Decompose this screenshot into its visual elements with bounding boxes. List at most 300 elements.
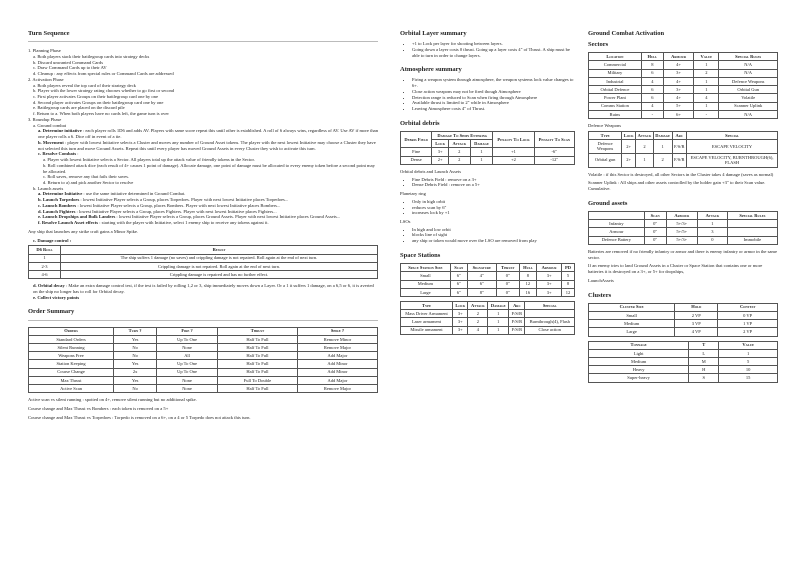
table-header-row [401, 301, 575, 309]
table-header-cell [589, 211, 645, 219]
table-cell: Laser armament [401, 318, 453, 326]
turn-step-text: b. Discard unwanted Command Cards [33, 59, 104, 65]
order-note: Course change and Max Thrust vs Bombers : each token is removed on a 5+ [28, 406, 169, 412]
space-stations-section [400, 252, 575, 335]
volatile-note: Volatile : if this Sector is destroyed, all other Sectors in the Cluster takes 4 damage (saves as normal) [588, 171, 774, 177]
table-cell: Close action [525, 326, 575, 334]
turn-step-label: c. Resolve Combats [38, 151, 77, 157]
table-row [589, 220, 778, 228]
table-cell: L [689, 349, 719, 357]
turn-step-text: b. Player with the lower strategy rating chooses whether to go first or second [33, 88, 175, 94]
clusters-table [588, 303, 778, 337]
list-item: • Fine Debris Field : remove on a 3+ [412, 177, 575, 183]
table-row [401, 272, 575, 280]
turn-sequence-list [28, 48, 378, 226]
table-cell [727, 228, 777, 236]
table-row [589, 236, 778, 244]
turn-step-text: a. Player with lowest Initiative selects a Sector. All players total up the attack value of friendly tokens in the Sector. [43, 157, 255, 163]
table-header-row [589, 131, 778, 139]
table-header-cell: Value [694, 53, 719, 61]
table-cell: 5+/5+ [666, 228, 698, 236]
table-cell: 2 [694, 69, 719, 77]
table-cell: +1 [493, 148, 534, 156]
table-cell: Weapons Free [29, 352, 114, 360]
debris-launch-list [400, 177, 575, 188]
table-cell: 0 VP [718, 311, 778, 319]
table-row [589, 102, 778, 110]
table-cell: Small [401, 272, 451, 280]
table-cell: Up To One [157, 368, 218, 376]
table-cell: Station Keeping [29, 360, 114, 368]
table-header-cell: Turn ? [114, 327, 157, 335]
table-cell: Half To Full [217, 335, 297, 343]
turn-step-text: a. Both players reveal the top card of their strategy deck [33, 82, 136, 88]
table-cell: 3+ [537, 288, 562, 296]
table-row [589, 139, 778, 153]
table-cell: Up To One [157, 360, 218, 368]
table-cell: -12" [534, 156, 574, 164]
table-cell: 2+ [622, 153, 636, 167]
debris-launch-label: Orbital debris and Launch Assets [400, 168, 461, 174]
turn-step-text: : lowest Initiative Player selects a Group, places Bombers. Player with next lowest Initiative places Bombers... [76, 202, 281, 208]
table-row [29, 385, 378, 393]
sectors-table [588, 52, 778, 119]
table-cell: F/S/R [509, 318, 525, 326]
ring-label: Planetary ring [400, 191, 426, 197]
table-cell: Add Minor [297, 368, 377, 376]
lso-list [400, 227, 575, 244]
table-cell: 0" [496, 280, 519, 288]
table-cell: 1 [636, 153, 654, 167]
table-cell: 2 [468, 318, 488, 326]
table-cell: The ship suffers 1 damage (no saves) and crippling damage is not repaired. Roll again at the end of next turn. [60, 254, 377, 262]
turn-step-text: : starting with the player with Initiative, select 1 enemy ship to receive any tokens against it. [98, 220, 269, 226]
table-cell: Remove Minor [297, 335, 377, 343]
table-cell: Add Major [297, 376, 377, 384]
table-row [589, 311, 778, 319]
table-cell: Crippling damage is not repaired. Roll again at the end of next turn. [60, 262, 377, 270]
table-cell: Course Change [29, 368, 114, 376]
table-header-cell: PD [561, 264, 574, 272]
table-cell: Defence Weapons [719, 77, 778, 85]
ground-assets-note: LaunchAssets [588, 277, 614, 283]
table-cell: 4+ [663, 94, 693, 102]
table-cell: Commercial [589, 61, 642, 69]
table-cell: Add Major [297, 352, 377, 360]
tonnage-table [588, 341, 778, 383]
table-cell: Fine [401, 148, 432, 156]
table-header-cell: Scan [450, 264, 467, 272]
table-cell: Defence Battery [589, 236, 645, 244]
table-row [589, 366, 778, 374]
table-row [401, 280, 575, 288]
table-cell: Remove Major [297, 385, 377, 393]
table-header-cell: Armour [537, 264, 562, 272]
table-row [589, 374, 778, 382]
table-header-cell: Armour [663, 53, 693, 61]
table-cell: 4+ [663, 61, 693, 69]
table-row [29, 344, 378, 352]
table-cell: Half To Full [217, 368, 297, 376]
table-header-cell: Thrust [496, 264, 519, 272]
table-cell: Large [589, 328, 675, 336]
table-cell: No [114, 352, 157, 360]
ground-assets-notes [588, 249, 778, 284]
table-cell: 2 VP [718, 328, 778, 336]
turn-step [43, 163, 378, 174]
lso-label: LSOs [400, 219, 411, 224]
table-cell: 1 [694, 61, 719, 69]
table-row [589, 357, 778, 365]
table-cell: Add Minor [297, 360, 377, 368]
table-cell: 1 [488, 310, 509, 318]
table-cell: Up To One [157, 335, 218, 343]
table-cell: Medium [401, 280, 451, 288]
table-cell: 3+ [663, 69, 693, 77]
table-cell: 3+ [537, 272, 562, 280]
strike-note: Any ship that launches any strike craft gains a Minor Spike. [28, 228, 139, 234]
turn-step-text: : each player rolls 1D6 and adds AV. Players with same score repeat this until other is established. A roll of 6 always wins, regardless of AV. Use AV if more than one player rolls a 6. Dice off in event of a tie. [38, 128, 379, 140]
table-row [401, 148, 575, 156]
table-header-cell: Space Station Size [401, 264, 451, 272]
table-header-row [589, 53, 778, 61]
orbital-layer-list [400, 41, 575, 58]
defence-weapons-table [588, 131, 778, 168]
table-cell: 2-3 [29, 262, 61, 270]
table-cell: 3+ [432, 148, 449, 156]
table-cell: 5+ [663, 102, 693, 110]
list-item: • reduces scan by 6" [412, 205, 575, 211]
ground-combat-title: Ground Combat Activation [588, 30, 665, 37]
table-cell: 1 [488, 318, 509, 326]
atmosphere-title: Atmosphere summary [400, 66, 462, 74]
table-cell: 3+ [537, 280, 562, 288]
table-cell: Scanner Uplink [719, 102, 778, 110]
table-header-row [589, 303, 778, 311]
turn-step-text: c. Draw Command Cards up to their AV [33, 65, 107, 71]
table-header-cell: Fire ? [157, 327, 218, 335]
turn-step-label: b. Movement [38, 139, 64, 145]
atmosphere-list [400, 77, 575, 111]
table-row [589, 86, 778, 94]
table-header-row [589, 341, 778, 349]
table-cell: 6+ [663, 110, 693, 118]
table-cell: Full To Double [217, 376, 297, 384]
table-cell: F/S/R [672, 139, 687, 153]
table-row [29, 368, 378, 376]
table-row [29, 376, 378, 384]
order-note: Course change and Max Thrust vs Torpedoes : Torpedo is removed on a 6+, on a 4 or 5 Torpedo does not attack this turn. [28, 414, 251, 420]
table-cell: M [689, 357, 719, 365]
table-cell: 6 [641, 86, 663, 94]
table-cell: 1 [488, 326, 509, 334]
turn-step-text: : lowest Initiative Player selects a Group, places Fighters. Player with next lowest Initiative places Fighters... [75, 208, 277, 214]
damage-control-label: c. Damage control : [33, 237, 72, 243]
table-header-cell: Attack [637, 132, 652, 138]
turn-step-label: a. Determine initiative [38, 128, 82, 134]
table-cell: Orbital Defence [589, 86, 642, 94]
table-header-cell: Spike ? [297, 327, 377, 335]
turn-step-text: d. Return to a) and pick another Sector to resolve [43, 180, 134, 186]
station-weapons-table [400, 301, 575, 335]
table-header-cell: Type [401, 301, 453, 309]
table-cell: Comms Station [589, 102, 642, 110]
table-cell: 3+ [453, 326, 468, 334]
clusters-title: Clusters [588, 291, 612, 299]
table-cell: +2 [493, 156, 534, 164]
table-cell: 5 [561, 272, 574, 280]
table-cell: 8 [641, 61, 663, 69]
table-cell: 2x [114, 368, 157, 376]
table-cell: Armour [589, 228, 645, 236]
list-item: • blocks line of sight [412, 232, 575, 238]
table-cell: 4 [641, 77, 663, 85]
table-row [589, 320, 778, 328]
table-header-cell: Attack [698, 211, 728, 219]
table-header-cell: Hold [675, 303, 718, 311]
list-item: • Close action weapons may not be fired though Atmosphere [412, 89, 575, 95]
turn-step-label: f. Resolve Launch Asset effects [38, 220, 99, 226]
table-row [589, 69, 778, 77]
table-row [589, 77, 778, 85]
turn-step-text: a. Both players stack their battlegroup cards into strategy decks [33, 53, 150, 59]
table-cell: 4 [468, 326, 488, 334]
table-header-cell: Result [60, 246, 377, 254]
table-cell: 1 [694, 86, 719, 94]
ground-combat-section [588, 30, 778, 192]
table-header-cell: Armour [666, 211, 698, 219]
turn-step-label: a. Determine Initiative [38, 191, 83, 197]
table-cell: 5+/3+ [666, 220, 698, 228]
table-header-cell: Penalty To Lock [493, 131, 534, 147]
turn-step-label: c. Launch Bombers [38, 202, 77, 208]
table-cell: No [114, 385, 157, 393]
turn-step-text: d. Cleanup : any effects from special rules or Command Cards are addressed [33, 71, 174, 77]
table-header-cell: Special [687, 131, 778, 139]
table-row [589, 153, 778, 167]
orbital-debris-title: Orbital debris [400, 119, 440, 127]
ground-assets-note: Batteries are removed if no friendly infantry or armor and there is enemy infantry or armor in the same sector. [588, 248, 778, 260]
table-cell: 8 [561, 280, 574, 288]
turn-step-text: 1. Planning Phase [28, 48, 61, 54]
turn-step-text: a. Ground combat [33, 122, 67, 128]
table-cell: Heavy [589, 366, 689, 374]
table-cell: Missile armament [401, 326, 453, 334]
turn-step [38, 128, 378, 139]
table-cell: Half To Full [217, 344, 297, 352]
table-cell: 16 [519, 288, 537, 296]
table-cell: 1 [470, 156, 493, 164]
table-cell: 2 [449, 148, 471, 156]
table-cell: Immobile [727, 236, 777, 244]
table-cell: 6" [450, 272, 467, 280]
table-cell: 6" [467, 280, 496, 288]
table-header-cell: D6 Roll [29, 246, 61, 254]
table-cell: - [641, 110, 663, 118]
table-cell: 3 [698, 228, 728, 236]
table-cell: Military [589, 69, 642, 77]
table-cell: Half To Full [217, 352, 297, 360]
list-item: • Going down a layer costs 0 thrust. Going up a layer costs 4" of Thrust. A ship must be able to turn in order to change layers. [412, 47, 575, 58]
table-cell: None [157, 376, 218, 384]
table-row [29, 360, 378, 368]
table-header-cell: Location [589, 53, 642, 61]
table-cell: Orbital gun [589, 153, 622, 167]
table-row [401, 310, 575, 318]
table-cell: 2 [468, 310, 488, 318]
table-row [401, 318, 575, 326]
table-cell: 1 [719, 349, 778, 357]
table-cell: 0" [644, 220, 666, 228]
turn-step-text: : lowest Initiative Player selects a Group, places Torpedoes. Player with next lowest Initiative places Torpedoes... [79, 197, 289, 203]
table-cell: 1 [694, 77, 719, 85]
table-cell: 4" [467, 272, 496, 280]
turn-step-text: : use the same initiative determined in Ground Combat. [82, 191, 186, 197]
column-middle [400, 30, 575, 343]
table-header-cell: Attack [468, 301, 488, 309]
list-item: • Dense Debris Field : remove on a 5+ [412, 182, 575, 188]
collect-victory-text: e. Collect victory points [33, 294, 80, 300]
table-cell: 8 [519, 272, 537, 280]
table-cell: Yes [114, 360, 157, 368]
table-cell: 8" [467, 288, 496, 296]
atmosphere-section [400, 66, 575, 112]
table-cell: 6 [641, 69, 663, 77]
turn-step-text: 3. Roundup Phase [28, 116, 62, 122]
turn-step-label: d. Launch Fighters [38, 208, 76, 214]
table-row [589, 349, 778, 357]
table-cell: 6" [450, 288, 467, 296]
list-item: • Firing a weapon system through atmosphere, the weapon systems lock value changes to 6+. [412, 77, 575, 88]
table-cell: 1 [698, 220, 728, 228]
table-row [589, 61, 778, 69]
table-cell: N/A [719, 61, 778, 69]
table-header-cell: Type [589, 131, 622, 139]
table-cell: 0" [496, 272, 519, 280]
table-cell: 2 [449, 156, 471, 164]
table-header-cell: Hull [641, 53, 663, 61]
table-cell: 12 [519, 280, 537, 288]
table-cell: N/A [719, 110, 778, 118]
list-item: • Available thrust is limited to 2" while in Atmosphere [412, 100, 575, 106]
table-cell: 10 [719, 366, 778, 374]
turn-step-text: d. Second player activates Groups on their battlegroup card one by one [33, 99, 164, 105]
table-header-row [29, 246, 378, 254]
space-station-table [400, 263, 575, 297]
table-cell: 2+ [622, 139, 636, 153]
defence-label: Defence Weapons [588, 123, 622, 128]
table-cell: H [689, 366, 719, 374]
table-cell: 3 VP [675, 320, 718, 328]
table-header-cell: Lock [453, 301, 468, 309]
table-cell: F/S/R [509, 310, 525, 318]
turn-step-text: : [76, 151, 79, 157]
table-header-row [401, 264, 575, 272]
table-cell: Standard Orders [29, 335, 114, 343]
turn-sequence-title: Turn Sequence [28, 30, 70, 37]
order-note: Active scan vs silent running : spotted on 4+, remove silent running but no additional spike. [28, 397, 197, 403]
table-cell: 0" [644, 236, 666, 244]
table-cell: Orbital Gun [719, 86, 778, 94]
table-cell: 5+/3+ [666, 236, 698, 244]
ground-assets-note: If an enemy tries to land Ground Assets in a Cluster or Space Station that contains one or more batteries it is destroyed on a 3+, or 5+ for dropships, [588, 263, 763, 275]
table-cell: Max Thrust [29, 376, 114, 384]
table-row [29, 254, 378, 262]
table-cell: - [694, 110, 719, 118]
table-header-cell: Special Rules [719, 53, 778, 61]
table-header-cell: Damage [470, 140, 493, 148]
table-cell: 2 [636, 139, 654, 153]
table-cell: 15 [719, 374, 778, 382]
turn-step-text: c. Roll saves, remove any that fails their saves. [43, 174, 130, 180]
table-cell: Yes [114, 335, 157, 343]
sectors-title: Sectors [588, 41, 609, 49]
table-cell: Half To Full [217, 360, 297, 368]
ground-assets-title: Ground assets [588, 199, 628, 207]
table-cell: 5 [719, 357, 778, 365]
table-cell: Power Plant [589, 94, 642, 102]
table-header-cell: Damage [488, 301, 509, 309]
table-header-cell: Hull [519, 264, 537, 272]
table-cell: 6 [641, 94, 663, 102]
table-header-cell: Damage [655, 132, 671, 138]
table-row [589, 110, 778, 118]
table-header-cell: Signature [467, 264, 496, 272]
turn-step [38, 220, 378, 226]
turn-step-text: : player with lowest Initiative selects a Cluster and moves any number of Ground Asset tokens. The player with the next lowest Initiative may choose a Cluster they have not selected this turn and move Ground Assets. Repeat this until every player has moved Ground Assets in every Cluster they wish to activate this turn. [38, 139, 376, 151]
table-row [589, 328, 778, 336]
turn-step-text: 2. Activation Phase [28, 76, 64, 82]
orbital-decay-text: d. Orbital decay : Make an extra damage control test, if the test is failed by rolling 1,2 or 3, ship immediately moves down a Layer. Or a 1 it suffers 1 damage, on a 6,5 or 6, it is averted on the ship no longer has to roll for Orbital decay. [33, 283, 374, 294]
order-notes [28, 397, 378, 420]
table-header-row [589, 211, 778, 219]
table-header-cell: T [689, 341, 719, 349]
table-cell: 3+ [663, 86, 693, 94]
table-row [401, 326, 575, 334]
table-cell: 1 [694, 102, 719, 110]
table-cell: N/A [719, 69, 778, 77]
ground-assets-section [588, 200, 778, 284]
turn-step-text: b. Roll combined attack dice (each result of 4+ causes 1 point of damage). Allocate damage, one point of damage must be allocated to every enemy token before a second point may be allocated. [43, 162, 375, 174]
table-header-cell: Cluster Size [589, 303, 675, 311]
table-row [589, 228, 778, 236]
table-cell: Dense [401, 156, 432, 164]
table-cell: 4+ [663, 77, 693, 85]
table-cell: Ruins [589, 110, 642, 118]
table-header-cell: Damage To Ships Entering [432, 131, 493, 139]
table-cell: 3+ [453, 318, 468, 326]
table-row [401, 288, 575, 296]
table-row [29, 352, 378, 360]
table-cell: 0" [496, 288, 519, 296]
table-cell: Industrial [589, 77, 642, 85]
table-header-cell: Scan [644, 211, 666, 219]
turn-sequence-section [28, 30, 378, 300]
table-header-cell: Thrust [217, 327, 297, 335]
table-header-cell: Contest [718, 303, 778, 311]
table-header-cell: Orders [29, 327, 114, 335]
list-item: • In high and low orbit [412, 227, 575, 233]
table-cell: Remove Major [297, 344, 377, 352]
turn-step-label: e. Launch Dropships and Bulk Landers [38, 214, 116, 220]
turn-step-text: b. Launch assets [33, 185, 64, 191]
table-cell: 4-6 [29, 271, 61, 279]
column-left [28, 30, 378, 429]
turn-step-text: c. First player activates Groups on their battlegroup card one by one [33, 94, 159, 99]
table-cell: Crippling damage is repaired and has no further effect. [60, 271, 377, 279]
divider [28, 41, 378, 42]
table-cell: Small [589, 311, 675, 319]
